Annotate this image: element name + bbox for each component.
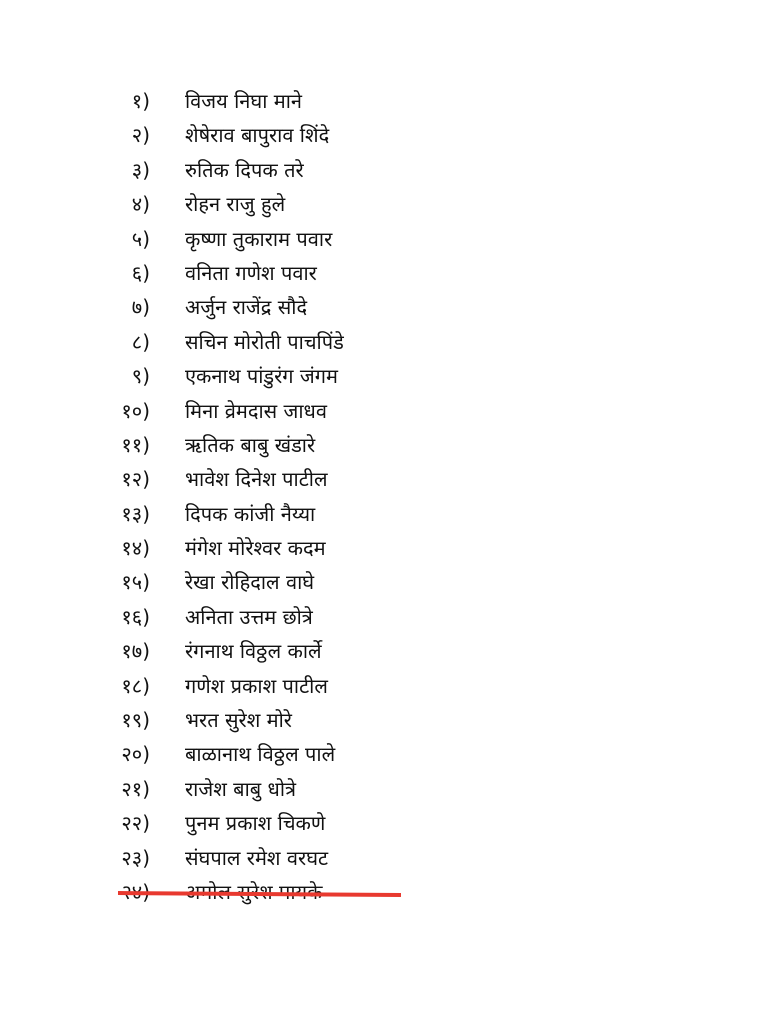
- item-number: १७): [121, 639, 150, 664]
- item-name: रंगनाथ विठ्ठल कार्ले: [185, 639, 322, 664]
- list-item: [0, 84, 768, 118]
- list-item: [0, 394, 768, 428]
- item-name: दिपक कांजी नैय्या: [185, 501, 316, 526]
- item-name: अनिता उत्तम छोत्रे: [185, 604, 313, 629]
- item-number: ९): [131, 364, 150, 389]
- item-name: पुनम प्रकाश चिकणे: [185, 811, 326, 836]
- item-number: २१): [121, 776, 150, 801]
- list-item: [0, 187, 768, 221]
- list-item: [0, 222, 768, 256]
- item-number: ७): [131, 295, 150, 320]
- name-list: [0, 84, 768, 909]
- item-name: भरत सुरेश मोरे: [185, 708, 292, 733]
- list-item: [0, 703, 768, 737]
- item-number: १९): [121, 708, 150, 733]
- item-name: संघपाल रमेश वरघट: [185, 845, 329, 870]
- list-item: [0, 118, 768, 152]
- item-name: अमोल सुरेश पायके: [185, 879, 323, 904]
- item-number: १०): [121, 398, 150, 423]
- item-number: २४): [121, 879, 150, 904]
- item-name: एकनाथ पांडुरंग जंगम: [185, 364, 338, 389]
- item-number: १६): [121, 604, 150, 629]
- list-item: [0, 841, 768, 875]
- list-item: [0, 497, 768, 531]
- list-item: [0, 669, 768, 703]
- item-name: रेखा रोहिदाल वाघे: [185, 570, 315, 595]
- item-name: वनिता गणेश पवार: [185, 260, 317, 285]
- item-name: मिना व्रेमदास जाधव: [185, 398, 327, 423]
- list-item: [0, 531, 768, 565]
- item-number: ५): [131, 226, 150, 251]
- item-number: ६): [131, 260, 150, 285]
- item-name: अर्जुन राजेंद्र सौदे: [185, 295, 308, 320]
- list-item: [0, 290, 768, 324]
- list-item: [0, 153, 768, 187]
- item-name: सचिन मोरोती पाचपिंडे: [185, 329, 344, 354]
- list-item: [0, 737, 768, 771]
- item-name: बाळानाथ विठ्ठल पाले: [185, 742, 336, 767]
- item-name: शेषेराव बापुराव शिंदे: [185, 123, 330, 148]
- item-number: २२): [121, 811, 150, 836]
- item-name: गणेश प्रकाश पाटील: [185, 673, 328, 698]
- item-number: ४): [131, 192, 150, 217]
- item-number: १): [131, 89, 150, 113]
- list-item: [0, 772, 768, 806]
- item-name: राजेश बाबु धोत्रे: [185, 776, 297, 801]
- item-name: रुतिक दिपक तरे: [185, 157, 304, 182]
- item-number: ३): [131, 157, 150, 182]
- item-name: कृष्णा तुकाराम पवार: [185, 226, 333, 251]
- list-item: [0, 256, 768, 290]
- list-item: [0, 565, 768, 599]
- item-number: १८): [121, 673, 150, 698]
- list-item: [0, 806, 768, 840]
- list-item: [0, 462, 768, 496]
- list-item: [0, 634, 768, 668]
- item-name: भावेश दिनेश पाटील: [185, 467, 328, 492]
- item-number: ८): [131, 329, 150, 354]
- item-number: १३): [121, 501, 150, 526]
- item-number: २३): [121, 845, 150, 870]
- list-item: [0, 428, 768, 462]
- item-name: रोहन राजु हुले: [185, 192, 286, 217]
- item-number: १४): [121, 536, 150, 561]
- list-item: [0, 325, 768, 359]
- item-name: ऋतिक बाबु खंडारे: [185, 432, 316, 457]
- item-name: मंगेश मोरेश्वर कदम: [185, 536, 326, 561]
- item-name: विजय निघा माने: [185, 89, 302, 113]
- item-number: १५): [121, 570, 150, 595]
- item-number: २): [131, 123, 150, 148]
- list-item: [0, 359, 768, 393]
- item-number: १२): [121, 467, 150, 492]
- list-item: [0, 600, 768, 634]
- item-number: २०): [121, 742, 150, 767]
- item-number: ११): [121, 432, 150, 457]
